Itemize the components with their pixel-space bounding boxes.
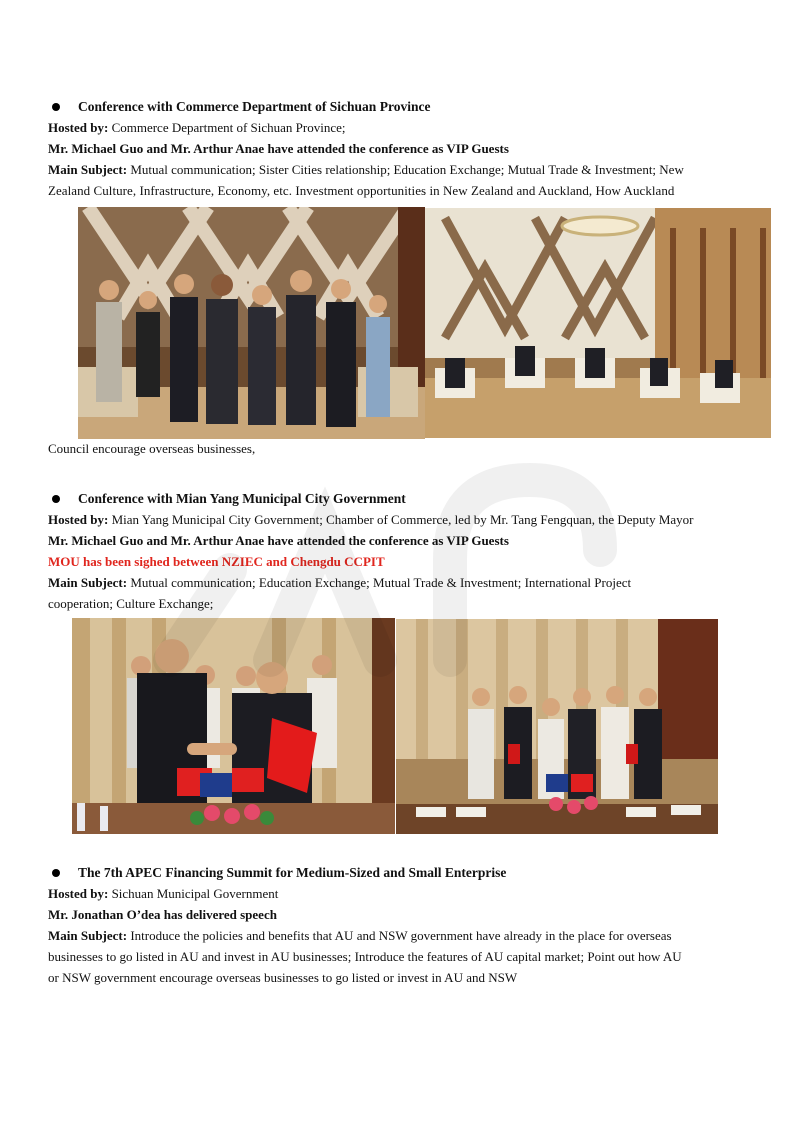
- bullet-icon: [52, 103, 60, 111]
- group-photo-sichuan: [78, 207, 425, 439]
- hosted-by: Hosted by: Sichuan Municipal Government: [48, 886, 279, 901]
- bullet-icon: [52, 495, 60, 503]
- section-title: Conference with Commerce Department of Sichuan Province: [48, 96, 745, 117]
- section-apec: [48, 862, 745, 988]
- main-subject: Main Subject: Mutual communication; Sister Cities relationship; Education Exchange; Mutual Trade & Investment; New: [48, 162, 684, 177]
- section-mian-yang: [48, 488, 745, 614]
- hosted-by: Hosted by: Mian Yang Municipal City Government; Chamber of Commerce, led by Mr. Tang Fengquan, the Deputy Mayor: [48, 512, 694, 527]
- section-title: Conference with Mian Yang Municipal City Government: [48, 488, 745, 509]
- mian-yang-delegation-photo: [396, 619, 718, 834]
- section-sichuan: [48, 96, 745, 201]
- main-subject: Main Subject: Mutual communication; Education Exchange; Mutual Trade & Investment; International Project: [48, 575, 632, 590]
- main-subject-cont: cooperation; Culture Exchange;: [48, 596, 214, 611]
- main-subject: Main Subject: Introduce the policies and benefits that AU and NSW government have already in the place for overseas: [48, 928, 672, 943]
- vip-guests: Mr. Michael Guo and Mr. Arthur Anae have attended the conference as VIP Guests: [48, 533, 509, 548]
- main-subject-cont: Zealand Culture, Infrastructure, Economy, etc. Investment opportunities in New Zealand and Auckland, How Auckland: [48, 183, 675, 198]
- bullet-icon: [52, 869, 60, 877]
- hosted-by: Hosted by: Commerce Department of Sichuan Province;: [48, 120, 346, 135]
- speech-note: Mr. Jonathan O’dea has delivered speech: [48, 907, 277, 922]
- main-subject-end: Council encourage overseas businesses,: [48, 441, 256, 456]
- main-subject-cont: businesses to go listed in AU and invest in AU businesses; Introduce the features of AU capital market; Point out how AU: [48, 949, 682, 964]
- mou-signing-photo: [72, 618, 395, 834]
- section-title: The 7th APEC Financing Summit for Medium-Sized and Small Enterprise: [48, 862, 745, 883]
- main-subject-end: or NSW government encourage overseas businesses to go listed or invest in AU and NSW: [48, 970, 518, 985]
- meeting-room-photo-sichuan: [425, 208, 771, 438]
- mou-notice: MOU has been sighed between NZIEC and Chengdu CCPIT: [48, 554, 385, 569]
- vip-guests: Mr. Michael Guo and Mr. Arthur Anae have attended the conference as VIP Guests: [48, 141, 509, 156]
